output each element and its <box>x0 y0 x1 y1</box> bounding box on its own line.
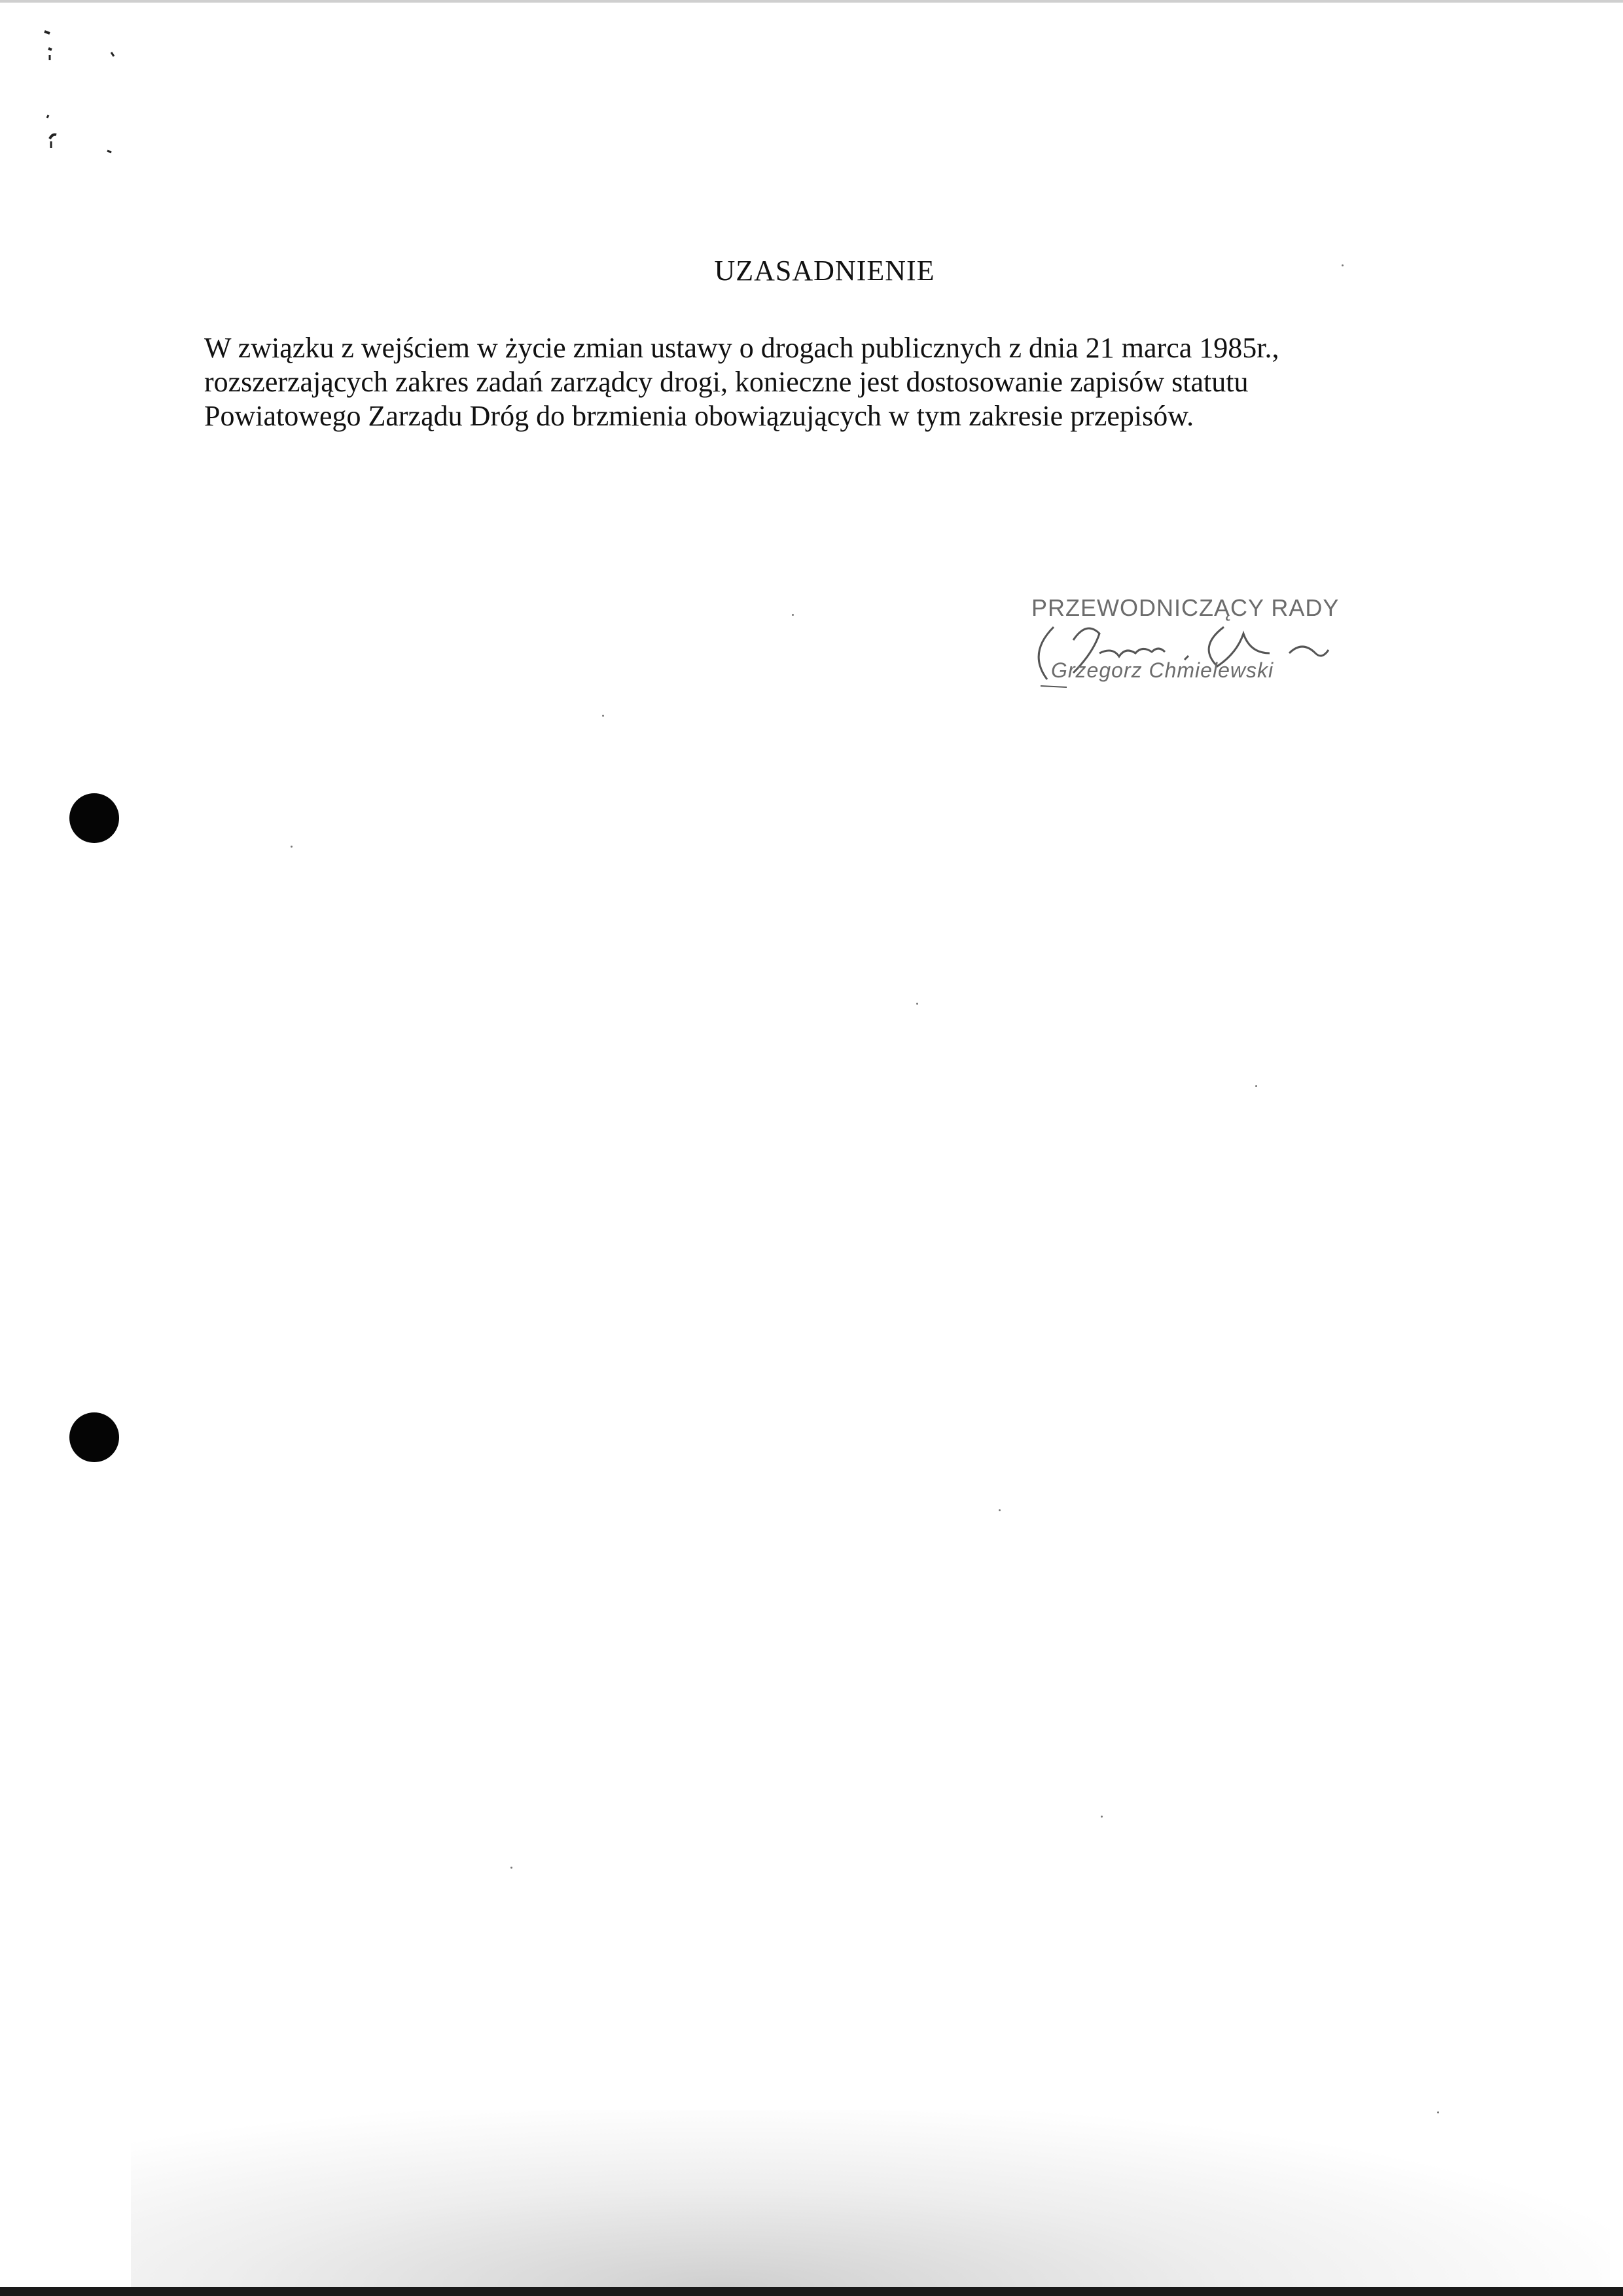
scan-speck <box>1342 264 1344 266</box>
document-title: UZASADNIENIE <box>714 255 935 287</box>
scan-speck <box>792 614 794 616</box>
stamp-name: Grzegorz Chmielewski <box>1051 658 1274 682</box>
scan-speck <box>602 715 604 717</box>
justification-paragraph <box>204 331 1500 433</box>
scan-speck <box>1101 1816 1103 1818</box>
handwritten-signature <box>1027 614 1368 699</box>
paragraph-line: rozszerzających zakres zadań zarządcy drogi, konieczne jest dostosowanie zapisów statutu <box>204 366 1249 398</box>
scan-speck <box>999 1509 1001 1511</box>
scan-artifact-marks <box>39 26 131 164</box>
paragraph-line: Powiatowego Zarządu Dróg do brzmienia obowiązujących w tym zakresie przepisów. <box>204 400 1194 432</box>
scan-speck <box>1255 1085 1257 1087</box>
punch-hole <box>69 1412 119 1462</box>
chairman-stamp-signature <box>1027 588 1368 706</box>
stamp-role: PRZEWODNICZĄCY RADY <box>1031 594 1340 621</box>
scan-speck <box>916 1003 918 1005</box>
scan-speck <box>291 846 293 848</box>
scan-speck <box>510 1867 512 1869</box>
punch-hole <box>69 793 119 843</box>
scan-bottom-edge <box>0 2287 1623 2296</box>
scan-bottom-shading <box>131 2110 1610 2287</box>
scan-top-edge <box>0 0 1623 3</box>
paragraph-line: W związku z wejściem w życie zmian ustawy o drogach publicznych z dnia 21 marca 1985r., <box>204 332 1279 364</box>
